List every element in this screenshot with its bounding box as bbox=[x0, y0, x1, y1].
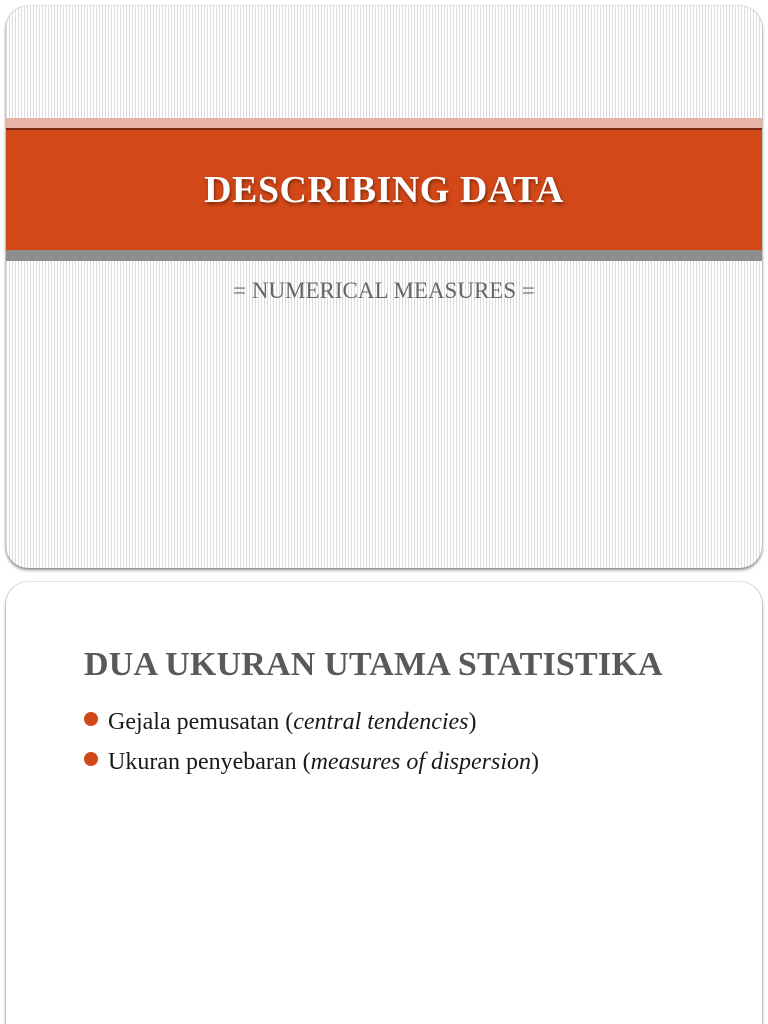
bullet-icon bbox=[84, 752, 98, 766]
bullet-icon bbox=[84, 712, 98, 726]
bullet-text-suffix: ) bbox=[468, 708, 477, 735]
title-bar bbox=[6, 130, 762, 250]
bullet-text-suffix: ) bbox=[531, 748, 540, 775]
slide-title: DESCRIBING DATA bbox=[204, 169, 564, 211]
gray-band bbox=[6, 250, 762, 261]
slide-heading: DUA UKURAN UTAMA STATISTIKA bbox=[84, 646, 663, 683]
list-item bbox=[84, 702, 539, 742]
list-item bbox=[84, 742, 539, 782]
bullet-list bbox=[84, 702, 539, 782]
bullet-text-prefix: Ukuran penyebaran ( bbox=[108, 748, 311, 775]
bullet-text-prefix: Gejala pemusatan ( bbox=[108, 708, 294, 735]
bullet-text-emphasis: measures of dispersion bbox=[310, 748, 532, 775]
slide-subtitle: = NUMERICAL MEASURES = bbox=[233, 278, 535, 303]
title-slide bbox=[6, 6, 762, 568]
content-slide bbox=[6, 582, 762, 1024]
accent-band-top bbox=[6, 118, 762, 128]
bullet-text-emphasis: central tendencies bbox=[293, 708, 469, 735]
